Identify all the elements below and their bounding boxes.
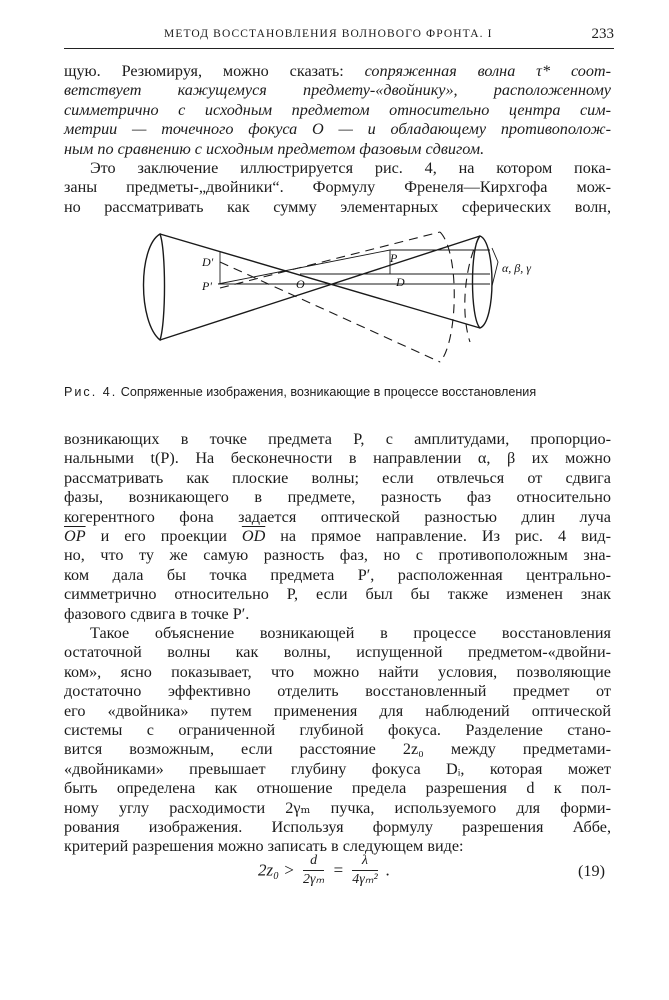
p4-line-12: критерий разрешения можно записать в следующем виде:: [64, 837, 464, 856]
p4-line-2: остаточной волны как волны, испущенной предметом-«двойни-: [64, 643, 611, 662]
p2-line-1: Это заключение иллюстрируется рис. 4, на котором пока-: [90, 159, 611, 177]
paragraph-1: [64, 62, 611, 159]
p3-line-8: ком дала бы точка предмета P′, расположенная центрально-: [64, 565, 611, 584]
p1-line-3: симметрично с исходным предметом относительно центра сим-: [64, 100, 611, 119]
fraction-d-over-2gamma: [303, 852, 324, 889]
p3-line-6b: на прямое направление. Из рис. 4 вид-: [265, 526, 611, 545]
p4-line-7: вится возможным, если расстояние 2z₀ между предметами-: [64, 740, 611, 759]
equation-number: (19): [578, 862, 605, 880]
label-p: P: [390, 251, 398, 265]
p1-line-1-italic: сопряженная волна τ* соот-: [364, 62, 611, 80]
p4-line-11: рования изображения. Используя формулу разрешения Аббе,: [64, 817, 611, 836]
p3-line-7: но, что ту же самую разность фаз, но с противоположным зна-: [64, 546, 611, 565]
paragraph-2: [64, 159, 611, 217]
running-header: [64, 26, 614, 49]
p3-line-4: фазы, возникающего в предмете, разность фаз относительно: [64, 488, 611, 507]
p4-line-3: ком», ясно показывает, что можно найти условия, позволяющие: [64, 662, 611, 681]
vector-op: $\overline{OP}$: [64, 526, 86, 545]
p1-line-5: ным по сравнению с исходным предметом фазовым сдвигом.: [64, 139, 485, 158]
caption-text: Сопряженные изображения, возникающие в процессе восстановления: [117, 385, 537, 399]
p1-line-1-plain: щую. Резюмируя, можно сказать:: [64, 62, 365, 80]
p1-line-2: ветствует кажущемуся предмету-«двойнику», расположенному: [64, 81, 611, 100]
p3-line-6: [64, 527, 611, 546]
p3-line-3: рассматривать как плоские волны; если отвлечься от сдвига: [64, 468, 611, 487]
formula-end: .: [385, 860, 391, 880]
p3-line-5: когерентного фона задается оптической разностью длин луча: [64, 507, 611, 526]
page-number: 233: [591, 26, 614, 42]
p3-line-6a: и его проекции: [85, 526, 242, 545]
fraction-2-numerator: λ: [352, 852, 377, 871]
label-o: O: [296, 277, 305, 291]
label-p-prime: P': [202, 279, 212, 293]
p4-line-10: ному углу расходимости 2γₘ пучка, используемого для форми-: [64, 798, 611, 817]
bracket-brace: [492, 248, 498, 286]
vector-od: $\overline{OD}$: [241, 526, 266, 545]
p4-line-8: «двойниками» превышает глубину фокуса Dᵢ, которая может: [64, 759, 611, 778]
figure-4-diagram: [140, 222, 540, 382]
p3-line-10: фазового сдвига в точке P′.: [64, 604, 250, 623]
paragraph-3: [64, 430, 611, 624]
formula-lhs: 2z₀ >: [258, 860, 295, 880]
formula-19: [258, 852, 390, 898]
fraction-1-numerator: d: [303, 852, 324, 871]
label-d: D: [396, 275, 405, 289]
conjugate-images-svg: [140, 222, 540, 382]
paragraph-4: [64, 624, 611, 857]
p4-line-9: быть определена как отношение предела разрешения d к пол-: [64, 779, 611, 798]
p3-line-1: возникающих в точке предмета P, с амплитудами, пропорцио-: [64, 430, 611, 448]
running-head-title: МЕТОД ВОССТАНОВЛЕНИЯ ВОЛНОВОГО ФРОНТА. I: [164, 28, 493, 40]
p3-line-9: симметрично относительно P, если был бы также изменен знак: [64, 585, 611, 604]
fraction-2-denominator: 4γₘ²: [352, 872, 378, 887]
p4-line-6: системы с ограниченной глубиной фокуса. Разделение стано-: [64, 720, 611, 739]
p3-line-2: нальными t(P). На бесконечности в направлении α, β их можно: [64, 449, 611, 468]
p1-line-1: [64, 62, 611, 81]
caption-prefix: Рис. 4.: [64, 385, 118, 399]
figure-caption: [64, 385, 611, 399]
p2-line-3: но рассматривать как сумму элементарных сферических волн,: [64, 197, 611, 216]
formula-equals: =: [332, 860, 344, 880]
left-cone-ellipse: [144, 234, 165, 340]
p2-line-2: заны предметы-„двойники“. Формулу Френеля—Кирхгофа мож-: [64, 178, 611, 197]
label-d-prime: D': [202, 255, 214, 269]
fraction-1-denominator: 2γₘ: [303, 872, 325, 887]
label-angles: α, β, γ: [502, 261, 532, 275]
p1-line-4: метрии — точечного фокуса O — и обладающему противополож-: [64, 120, 611, 139]
fraction-lambda-over-4gamma2: [352, 852, 377, 889]
p4-line-4: достаточно эффективно отделить восстановленный предмет от: [64, 682, 611, 701]
p4-line-5: его «двойника» путем применения для наблюдений оптической: [64, 701, 611, 720]
p4-line-1: Такое объяснение возникающей в процессе восстановления: [90, 624, 611, 642]
dashed-right-ellipse: [440, 232, 454, 362]
